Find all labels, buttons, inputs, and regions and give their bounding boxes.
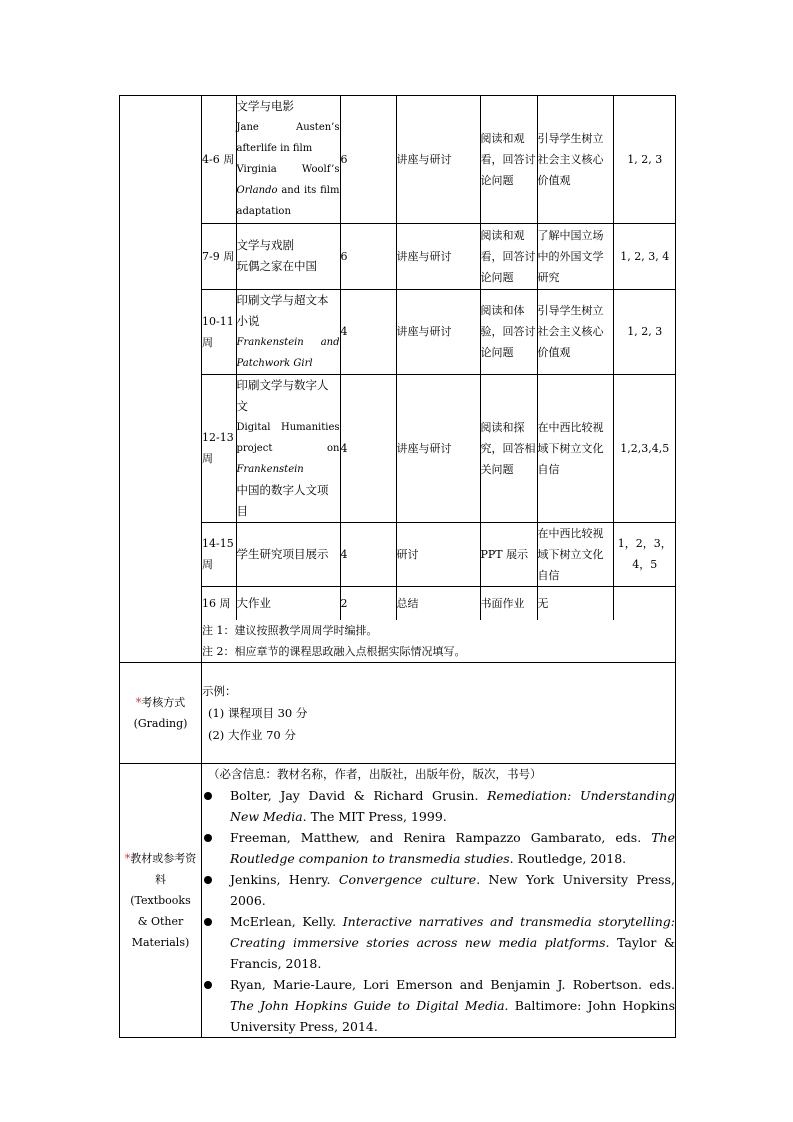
schedule-row (202, 289, 676, 374)
bullet-icon (204, 834, 212, 842)
schedule-row (202, 96, 676, 223)
grading-item: (1) 课程项目 30 分 (208, 706, 308, 720)
reference-publisher: . New York University Press, 2006. (230, 872, 675, 908)
grading-label-cell (120, 663, 202, 764)
reference-title: Interactive narratives and transmedia storytelling: Creating immersive stories across new media platforms (230, 914, 675, 950)
content-line: 印刷文学与数字人文 (236, 377, 329, 413)
content-line: Digital Humanities (236, 421, 340, 433)
method-cell: 讲座与研讨 (396, 223, 480, 289)
document-page (119, 95, 675, 1038)
schedule-row (202, 223, 676, 289)
textbooks-cell (202, 764, 676, 1038)
bullet-icon (204, 918, 212, 926)
content-line: 大作业 (236, 595, 271, 610)
content-line: adaptation (236, 206, 291, 218)
content-cell (236, 374, 340, 522)
reference-item (202, 974, 675, 1037)
grading-cell (202, 663, 676, 764)
textbooks-hint: （必含信息：教材名称，作者，出版社，出版年份，版次，书号） (208, 767, 542, 781)
assignment-cell: 阅读和观看，回答讨论问题 (480, 223, 537, 289)
reference-authors: Bolter, Jay David & Richard Grusin. (230, 788, 488, 803)
content-line: 文学与电影 (236, 99, 294, 114)
content-line (237, 353, 340, 374)
reference-publisher: . Routledge, 2018. (509, 851, 627, 866)
schedule-row (202, 374, 676, 522)
reference-item (202, 785, 675, 827)
hours-cell: 4 (340, 289, 396, 374)
reference-authors: McErlean, Kelly. (230, 914, 343, 929)
assignment-cell: 阅读和探究，回答相关问题 (480, 374, 537, 522)
content-line: 学生研究项目展示 (236, 546, 329, 561)
objectives-cell: 1, 2, 3 (613, 289, 676, 374)
content-line: Jane Austen’s (236, 122, 340, 134)
content-line: Virginia Woolf’s (236, 164, 340, 176)
week-cell: 10-11 周 (202, 289, 236, 374)
note-2: 注 2：相应章节的课程思政融入点根据实际情况填写。 (202, 645, 466, 658)
ideology-cell: 在中西比较视域下树立文化自信 (537, 522, 613, 586)
reference-item (202, 911, 675, 974)
content-line: 印刷文学与超文本小说 (236, 292, 329, 328)
hours-cell: 6 (340, 96, 396, 223)
week-cell: 7-9 周 (202, 223, 236, 289)
method-cell: 总结 (396, 586, 480, 620)
schedule-notes (202, 620, 676, 662)
reference-authors: Jenkins, Henry. (230, 872, 339, 887)
content-suffix: and its film (277, 185, 340, 197)
schedule-row (202, 586, 676, 620)
content-line (237, 459, 340, 480)
content-title: Orlando (236, 185, 278, 197)
content-line: 中国的数字人文项目 (236, 482, 329, 518)
content-line: afterlife in film (236, 143, 313, 155)
week-cell: 12-13 周 (202, 374, 236, 522)
assignment-cell: 书面作业 (480, 586, 537, 620)
week-cell: 4-6 周 (202, 96, 236, 223)
week-cell: 14-15 周 (202, 522, 236, 586)
content-cell (236, 522, 340, 586)
bullet-icon (204, 981, 212, 989)
bullet-icon (204, 876, 212, 884)
ideology-cell: 引导学生树立社会主义核心价值观 (537, 289, 613, 374)
grading-example-label: 示例： (202, 684, 237, 698)
reference-authors: Ryan, Marie-Laure, Lori Emerson and Benjamin J. Robertson. eds. (230, 977, 675, 992)
objectives-cell: 1, 2, 3 (613, 96, 676, 223)
reference-authors: Freeman, Matthew, and Renira Rampazzo Gambarato, eds. (230, 830, 652, 845)
method-cell: 讲座与研讨 (396, 289, 480, 374)
assignment-cell: PPT 展示 (480, 522, 537, 586)
objectives-cell: 1,2,3,4,5 (613, 374, 676, 522)
schedule-table (202, 96, 676, 662)
method-cell: 讲座与研讨 (396, 96, 480, 223)
grading-label-en: (Grading) (133, 717, 188, 730)
content-cell (236, 586, 340, 620)
hours-cell: 4 (340, 522, 396, 586)
content-line: 文学与戏剧 (236, 238, 294, 252)
reference-publisher: . Taylor & Francis, 2018. (230, 935, 675, 971)
content-line: 玩偶之家在中国 (236, 259, 317, 273)
required-mark: * (135, 696, 142, 709)
assignment-cell: 阅读和体验，回答讨论问题 (480, 289, 537, 374)
content-line (237, 180, 340, 201)
reference-title: The John Hopkins Guide to Digital Media. (230, 998, 509, 1013)
reference-item (202, 869, 675, 911)
content-cell (236, 223, 340, 289)
schedule-cell (202, 96, 676, 663)
content-cell (236, 96, 340, 223)
textbooks-label-zh: 教材或参考资料 (130, 852, 197, 886)
ideology-cell: 了解中国立场中的外国文学研究 (537, 223, 613, 289)
schedule-row (202, 522, 676, 586)
reference-title: Remediation: Understanding New Media (230, 788, 675, 824)
grading-item: (2) 大作业 70 分 (208, 728, 296, 742)
objectives-cell (613, 586, 676, 620)
ideology-cell: 无 (537, 586, 613, 620)
hours-cell: 4 (340, 374, 396, 522)
textbooks-label-cell (120, 764, 202, 1038)
syllabus-table (119, 95, 676, 1038)
content-line: Frankenstein and (236, 336, 340, 348)
objectives-cell: 1，2，3，4，5 (613, 522, 676, 586)
reference-title: The Routledge companion to transmedia studies (230, 830, 675, 866)
ideology-cell: 在中西比较视域下树立文化自信 (537, 374, 613, 522)
content-line: project on (236, 442, 340, 454)
method-cell: 研讨 (396, 522, 480, 586)
objectives-cell: 1, 2, 3, 4 (613, 223, 676, 289)
content-title: Frankenstein (236, 463, 304, 475)
method-cell: 讲座与研讨 (396, 374, 480, 522)
week-cell: 16 周 (202, 586, 236, 620)
reference-publisher: . The MIT Press, 1999. (302, 809, 447, 824)
textbooks-label-en: (Textbooks & Other Materials) (130, 894, 191, 949)
reference-title: Convergence culture (338, 872, 477, 887)
reference-item (202, 827, 675, 869)
bullet-icon (204, 792, 212, 800)
assignment-cell: 阅读和观看，回答讨论问题 (480, 96, 537, 223)
grading-label-zh: 考核方式 (141, 696, 186, 709)
hours-cell: 2 (340, 586, 396, 620)
required-mark: * (124, 852, 131, 865)
hours-cell: 6 (340, 223, 396, 289)
schedule-left-cell (120, 96, 202, 663)
content-cell (236, 289, 340, 374)
reference-list (202, 785, 675, 1037)
content-title: Patchwork Girl (236, 357, 313, 369)
reference-publisher: Baltimore: John Hopkins University Press, 2014. (230, 998, 675, 1034)
ideology-cell: 引导学生树立社会主义核心价值观 (537, 96, 613, 223)
note-1: 注 1：建议按照教学周周学时编排。 (202, 624, 378, 637)
